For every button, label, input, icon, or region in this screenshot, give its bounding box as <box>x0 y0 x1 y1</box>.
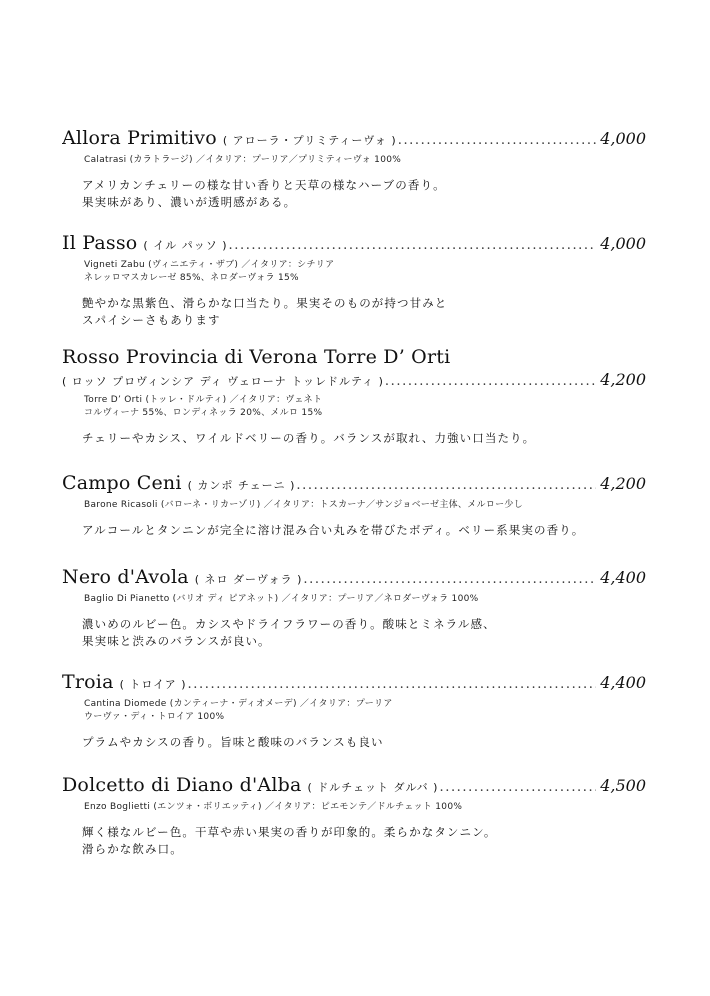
wine-description <box>82 522 646 539</box>
producer-line: ネレッロマスカレーゼ 85%、ネロダーヴォラ 15% <box>84 273 299 283</box>
wine-entry <box>62 346 646 447</box>
wine-entry <box>62 127 646 211</box>
wine-price: 4,500 <box>600 776 646 795</box>
wine-price: 4,000 <box>600 234 646 253</box>
wine-title-row <box>62 774 646 796</box>
wine-producer <box>84 593 646 606</box>
wine-subtitle-row <box>62 370 646 389</box>
description-line: 輝く様なルビー色。干草や赤い果実の香りが印象的。柔らかなタンニン。 <box>82 825 497 839</box>
wine-name-kana: ( カンポ チェーニ ) <box>187 479 296 492</box>
wine-name-kana: ( ネロ ダーヴォラ ) <box>194 573 303 586</box>
wine-entry <box>62 566 646 650</box>
wine-producer <box>84 259 646 285</box>
description-line: スパイシーさもあります <box>82 313 221 327</box>
wine-producer <box>84 394 646 420</box>
producer-line: Vigneti Zabu (ヴィニエティ・ザブ) ／イタリア：シチリア <box>84 260 335 270</box>
dot-leader <box>229 238 597 253</box>
producer-line: ウーヴァ・ディ・トロイア 100% <box>84 712 225 722</box>
wine-description <box>82 177 646 211</box>
dot-leader <box>439 780 596 795</box>
description-line: 滑らかな飲み口。 <box>82 842 183 856</box>
description-line: 濃いめのルビー色。カシスやドライフラワーの香り。酸味とミネラル感、 <box>82 617 496 631</box>
wine-producer <box>84 698 646 724</box>
wine-name-kana: ( ロッソ プロヴィンシア ディ ヴェローナ トッレドルティ ) <box>62 375 384 388</box>
producer-line: Baglio Di Pianetto (バリオ ディ ピアネット) ／イタリア：プーリア／ネロダーヴォラ 100% <box>84 594 479 604</box>
wine-title-row <box>62 346 646 368</box>
dot-leader <box>385 374 596 389</box>
wine-producer <box>84 499 646 512</box>
producer-line: Enzo Boglietti (エンツォ・ボリエッティ) ／イタリア：ピエモンテ／ドルチェット 100% <box>84 802 463 812</box>
producer-line: Cantina Diomede (カンティーナ・ディオメーデ) ／イタリア：プーリア <box>84 699 393 709</box>
wine-title-row <box>62 671 646 693</box>
wine-name: Troia <box>62 671 114 693</box>
dot-leader <box>296 478 596 493</box>
wine-description <box>82 616 646 650</box>
wine-entry <box>62 232 646 329</box>
wine-entry <box>62 671 646 751</box>
wine-price: 4,000 <box>600 129 646 148</box>
description-line: チェリーやカシス、ワイルドベリーの香り。バランスが取れ、力強い口当たり。 <box>82 431 536 445</box>
producer-line: コルヴィーナ 55%、ロンディネッラ 20%、メルロ 15% <box>84 408 323 418</box>
wine-price: 4,200 <box>600 474 646 493</box>
wine-description <box>82 430 646 447</box>
wine-name: Dolcetto di Diano d'Alba <box>62 774 302 796</box>
wine-title-row <box>62 472 646 494</box>
wine-name: Rosso Provincia di Verona Torre D’ Orti <box>62 346 451 368</box>
wine-title-row <box>62 127 646 149</box>
wine-price: 4,400 <box>600 673 646 692</box>
dot-leader <box>188 677 597 692</box>
wine-description <box>82 295 646 329</box>
wine-name: Allora Primitivo <box>62 127 217 149</box>
wine-entry <box>62 472 646 539</box>
wine-name-kana: ( ドルチェット ダルバ ) <box>307 781 439 794</box>
wine-producer <box>84 154 646 167</box>
dot-leader <box>398 133 596 148</box>
wine-name: Il Passo <box>62 232 138 254</box>
description-line: 果実味と渋みのバランスが良い。 <box>82 634 271 648</box>
producer-line: Torre D’ Orti (トッレ・ドルティ) ／イタリア：ヴェネト <box>84 395 323 405</box>
wine-name-kana: ( アローラ・プリミティーヴォ ) <box>222 134 397 147</box>
wine-price: 4,400 <box>600 568 646 587</box>
wine-name-kana: ( トロイア ) <box>119 678 187 691</box>
wine-name: Nero d'Avola <box>62 566 189 588</box>
wine-producer <box>84 801 646 814</box>
wine-name: Campo Ceni <box>62 472 182 494</box>
description-line: アメリカンチェリーの様な甘い香りと天草の様なハーブの香り。 <box>82 178 446 192</box>
wine-price: 4,200 <box>600 370 646 389</box>
description-line: 果実味があり、濃いが透明感がある。 <box>82 195 297 209</box>
description-line: 艶やかな黒紫色、滑らかな口当たり。果実そのものが持つ甘みと <box>82 296 448 310</box>
wine-entry <box>62 774 646 858</box>
wine-description <box>82 734 646 751</box>
description-line: アルコールとタンニンが完全に溶け混み合い丸みを帯びたボディ。ベリー系果実の香り。 <box>82 523 585 537</box>
description-line: プラムやカシスの香り。旨味と酸味のバランスも良い <box>82 735 384 749</box>
wine-title-row <box>62 566 646 588</box>
wine-description <box>82 824 646 858</box>
producer-line: Barone Ricasoli (バローネ・リカーゾリ) ／イタリア：トスカーナ／サンジョベーゼ主体、メルロー少し <box>84 500 524 510</box>
dot-leader <box>303 572 596 587</box>
producer-line: Calatrasi (カラトラージ) ／イタリア：プーリア／プリミティーヴォ 100% <box>84 155 402 165</box>
wine-name-kana: ( イル パッソ ) <box>143 239 228 252</box>
wine-title-row <box>62 232 646 254</box>
